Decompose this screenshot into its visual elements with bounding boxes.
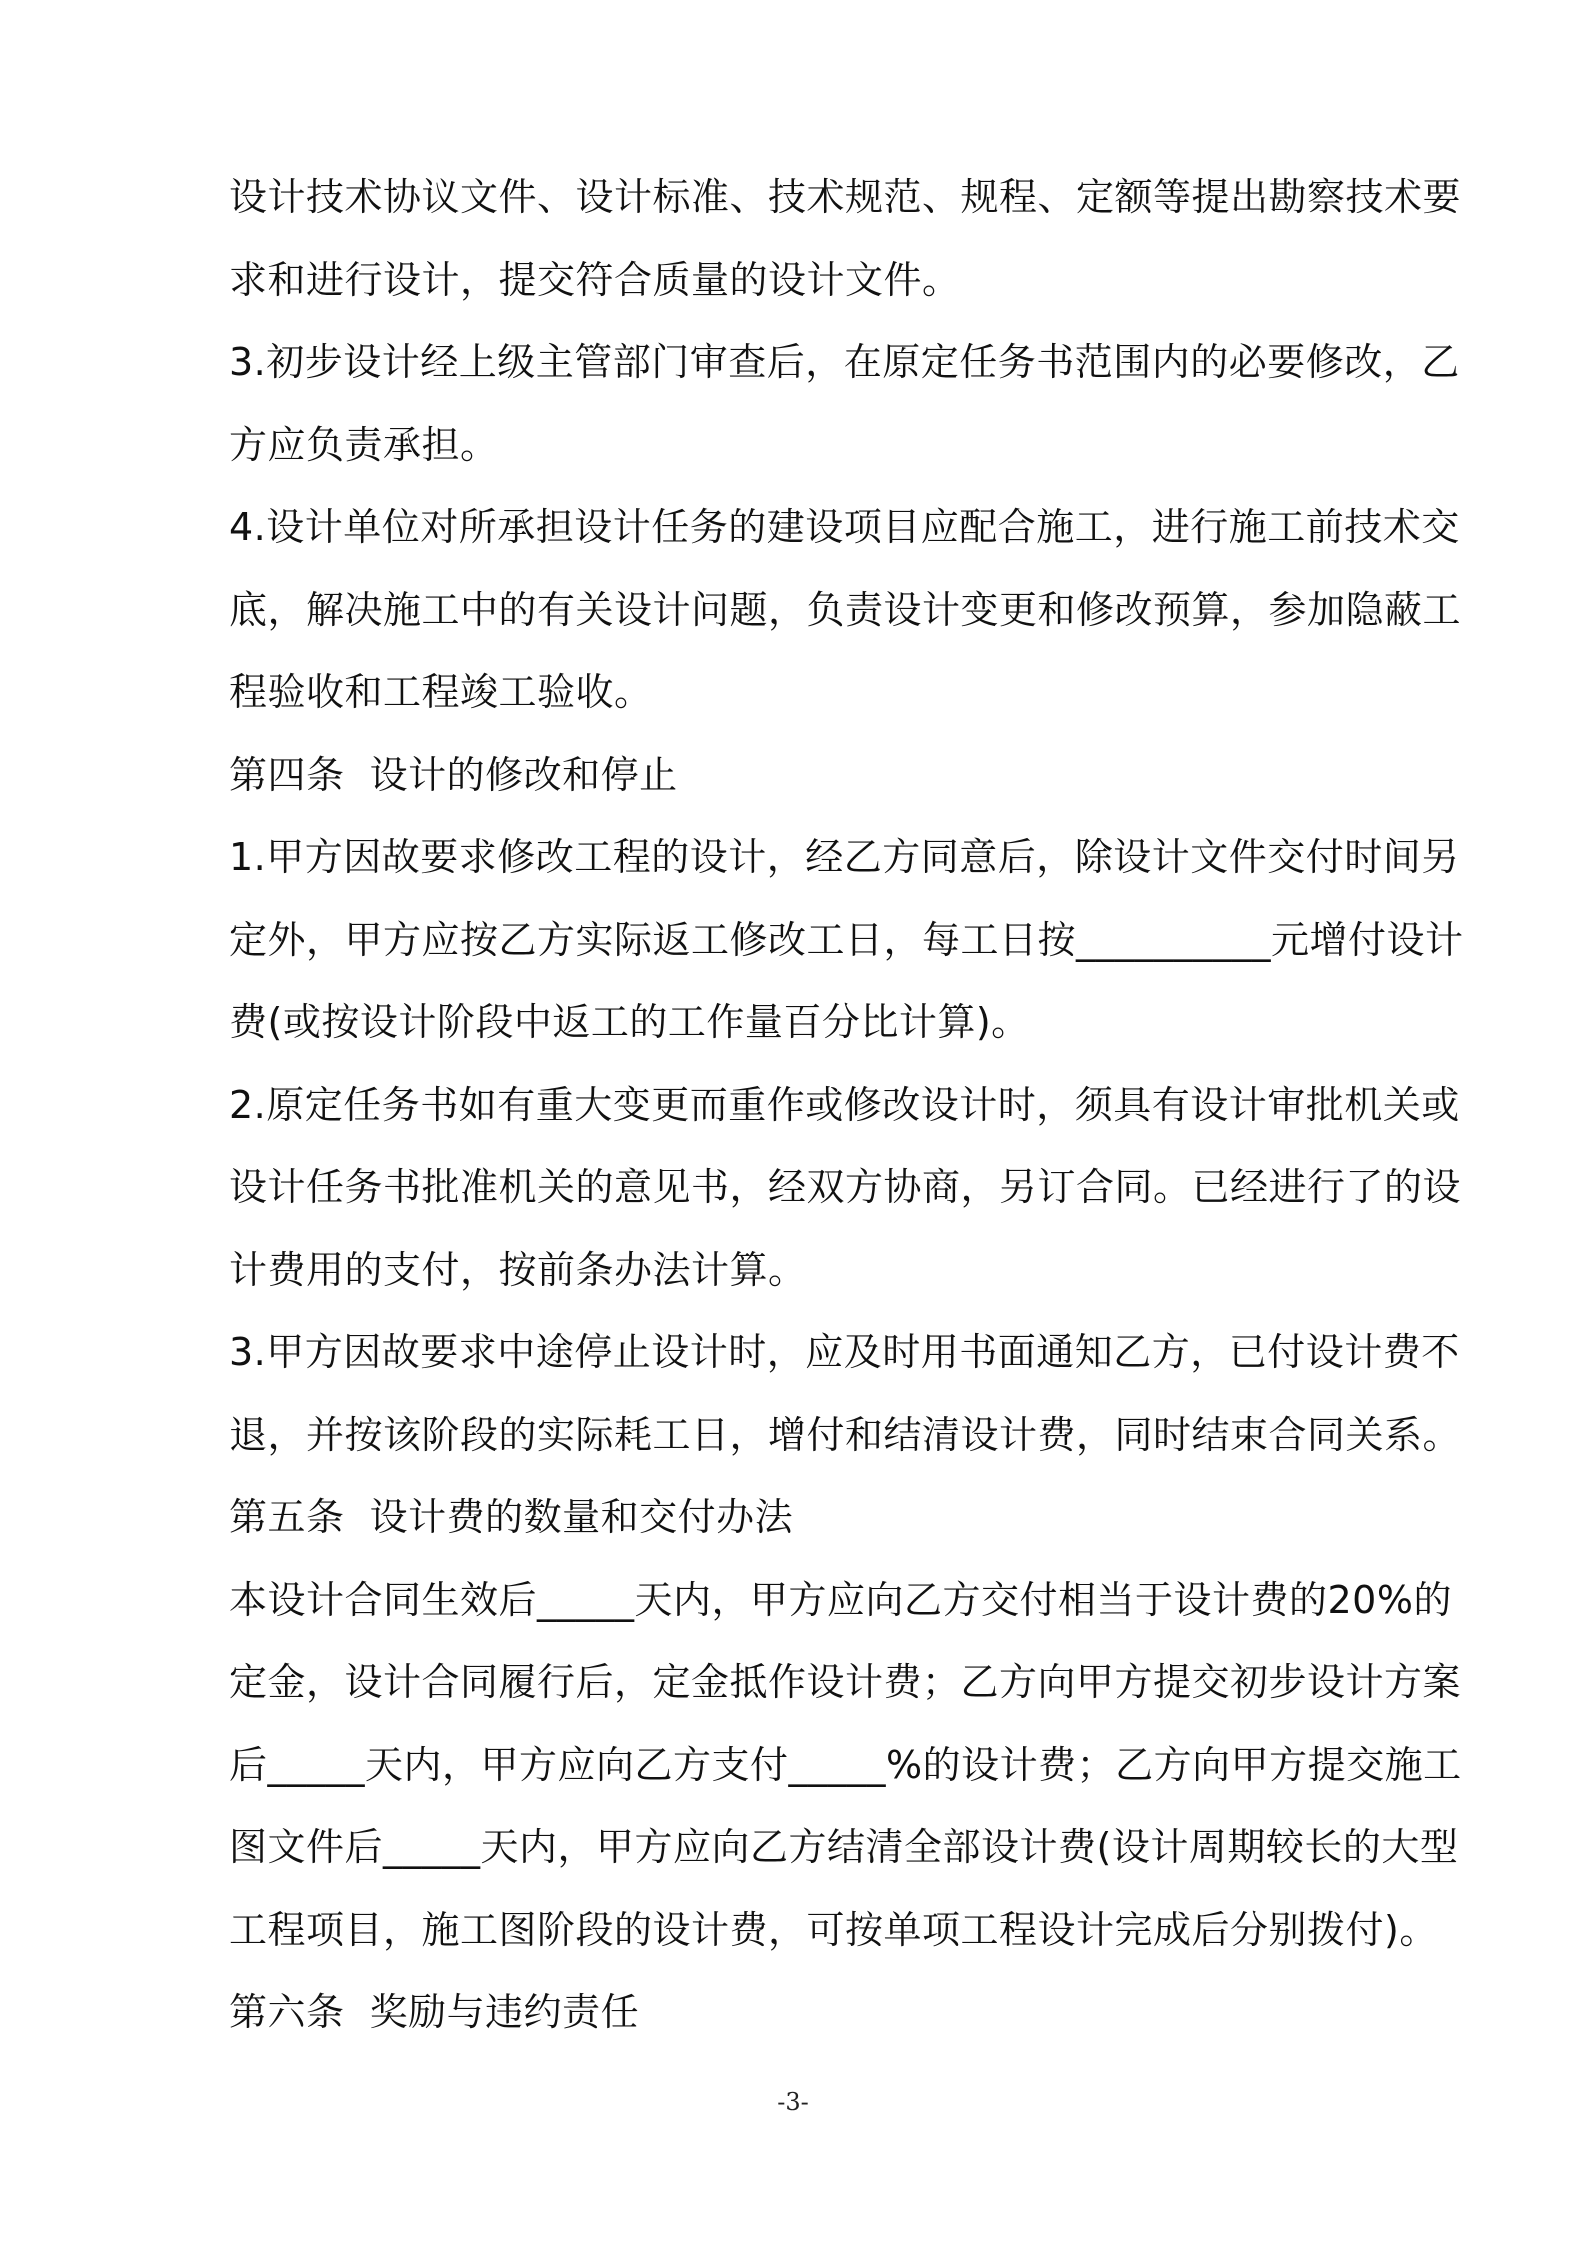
text-line-19: 定金，设计合同履行后，定金抵作设计费；乙方向甲方提交初步设计方案 (229, 1660, 1462, 1704)
text-line-9: 1.甲方因故要求修改工程的设计，经乙方同意后，除设计文件交付时间另 (229, 835, 1460, 879)
text-line-7: 程验收和工程竣工验收。 (229, 670, 653, 714)
text-line-13: 设计任务书批准机关的意见书，经双方协商，另订合同。已经进行了的设 (229, 1165, 1462, 1209)
document-body (229, 156, 1464, 2054)
text-line-4: 方应负责承担。 (229, 422, 499, 467)
text-line-1: 设计技术协议文件、设计标准、技术规范、规程、定额等提出勘察技术要 (229, 175, 1462, 219)
text-line-21: 图文件后_____天内，甲方应向乙方结清全部设计费(设计周期较长的大型 (229, 1825, 1459, 1869)
section-heading-article-5: 第五条 设计费的数量和交付办法 (229, 1495, 794, 1539)
text-line-22: 工程项目，施工图阶段的设计费，可按单项工程设计完成后分别拨付)。 (229, 1907, 1438, 1952)
text-line-16: 退，并按该阶段的实际耗工日，增付和结清设计费，同时结束合同关系。 (229, 1412, 1462, 1457)
page-number: -3- (777, 2088, 809, 2116)
text-line-14: 计费用的支付，按前条办法计算。 (229, 1247, 807, 1292)
text-line-12: 2.原定任务书如有重大变更而重作或修改设计时，须具有设计审批机关或 (229, 1082, 1460, 1127)
text-line-11: 费(或按设计阶段中返工的工作量百分比计算)。 (229, 1000, 1030, 1044)
text-line-3: 3.初步设计经上级主管部门审查后，在原定任务书范围内的必要修改，乙 (229, 340, 1460, 384)
text-line-20: 后_____天内，甲方应向乙方支付_____%的设计费；乙方向甲方提交施工 (229, 1742, 1462, 1787)
section-heading-article-6: 第六条 奖励与违约责任 (229, 1990, 640, 2034)
text-line-18: 本设计合同生效后_____天内，甲方应向乙方交付相当于设计费的20%的 (229, 1577, 1452, 1622)
text-line-6: 底，解决施工中的有关设计问题，负责设计变更和修改预算，参加隐蔽工 (229, 587, 1462, 632)
text-line-2: 求和进行设计，提交符合质量的设计文件。 (229, 257, 961, 302)
section-heading-article-4: 第四条 设计的修改和停止 (229, 752, 678, 797)
text-line-15: 3.甲方因故要求中途停止设计时，应及时用书面通知乙方，已付设计费不 (229, 1330, 1460, 1374)
text-line-10: 定外，甲方应按乙方实际返工修改工日，每工日按__________元增付设计 (229, 917, 1464, 962)
text-line-5: 4.设计单位对所承担设计任务的建设项目应配合施工，进行施工前技术交 (229, 505, 1460, 549)
